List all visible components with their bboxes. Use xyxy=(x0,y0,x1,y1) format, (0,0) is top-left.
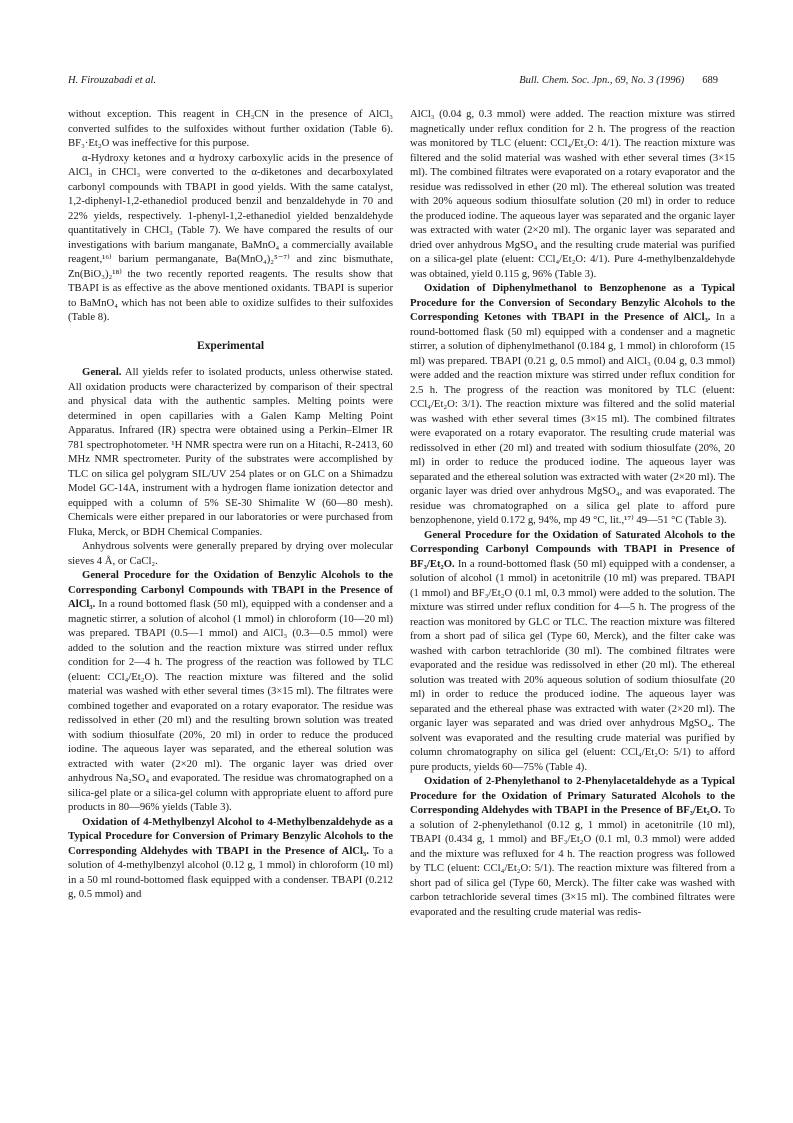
page-number: 689 xyxy=(702,75,718,86)
journal-citation: Bull. Chem. Soc. Jpn., 69, No. 3 (1996) xyxy=(519,75,685,86)
paragraph-procedure-saturated xyxy=(410,528,735,775)
paragraph-procedure-methylbenzyl xyxy=(68,815,393,902)
procedure-methylbenzyl-body: To a solution of 4-methylbenzyl alcohol (0.12 g, 1 mmol) in chloroform (10 ml) in a 50 ml round-bottomed flask equipped with a condenser. TBAPI (0.212 g, 0.5 mmol) and xyxy=(68,844,393,900)
paragraph-hydroxy-ketones: α-Hydroxy ketones and α hydroxy carboxylic acids in the presence of AlCl₃ in CHCl₃ were converted to the α-diketones and decarboxylated carbonyl compounds with TBAPI in good yields. With the same catalyst, 1,2-diphenyl-1,2-ethanediol produced benzil and benzaldehyde in 70 and 22% yields, respectively. 1-phenyl-1,2-ethanediol yielded benzaldehyde quantitatively in CHCl₃ (Table 7). We have compared the results of our investigations with barium manganate, BaMnO₄ a commercially available reagent,¹⁶⁾ barium permanganate, Ba(MnO₄)₂⁵⁻⁷⁾ and zinc bismuthate, Zn(BiO₃)₂¹⁸⁾ the two recently reported reagents. The results show that TBAPI is as effective as the above mentioned oxidants. TBAPI is superior to BaMnO₄ which has not been able to oxidize sulfides to their sulfoxides (Table 8). xyxy=(68,151,393,323)
paragraph-procedure-benzophenone xyxy=(410,281,735,528)
procedure-saturated-body: In a round-bottomed flask (50 ml) equipped with a condenser, a solution of alcohol (1 mmol) in acetonitrile (10 ml) was prepared. TBAPI (1 mmol) and BF₃/Et₂O (0.1 ml, 0.3 mmol) were added to the solution. The mixture was stirred under reflux condition for 4—5 h. The progress of the reaction was monitored by GLC or TLC. The reaction mixture was filtered from a short pad of silica gel (Type 60, Merck), and the filter cake was washed with carbon tetrachloride (30 ml). The combined filtrates were evaporated and the residue was redissolved in ether (20 ml). The ethereal solution was treated with 20% aqueous solution of sodium thiosulfate (20 ml) in order to reduce the produced iodine. The aqueous layer was separated and the ethereal phase was extracted with water (2×20 ml). The organic layer was separated and was dried over anhydrous MgSO₄. The solvent was evaporated and the resulting crude material was purified by column chromatography on silica gel (eluent: CCl₄/Et₂O: 5/1) to afford pure products, yields 60—75% (Table 4). xyxy=(410,557,735,773)
paragraph-general xyxy=(68,365,393,539)
procedure-benzylic-body: In a round bottomed flask (50 ml), equipped with a condenser and a magnetic stirrer, a solution of alcohol (1 mmol) in chloroform (10—20 ml) was prepared. TBAPI (0.5—1 mmol) and AlCl₃ (0.3—0.5 mmol) were added to the solution and the reaction mixture was stirred under reflux condition for 2—4 h. The progress of the reaction was followed by TLC (eluent: CCl₄/Et₂O). The reaction mixture was filtered and the solid material was washed with ether several times (3×15 ml). The filtrates were combined together and evaporated on a rotary evaporator. The residue was redissolved in ether (20 ml) and the resulting brown solution was treated with sodium thiosulfate (20%, 20 ml) in order to reduce the produced iodine. The aqueous layer was separated, and the ethereal solution was extracted with water (2×20 ml). The organic layer was dried over anhydrous Na₂SO₄ and evaporated. The residue was chromatographed on a silica-gel plate or a silica-gel column with appropriate eluent to afford pure products in 80—96% yields (Table 3). xyxy=(68,598,394,813)
running-header-authors: H. Firouzabadi et al. xyxy=(68,75,156,86)
running-header-journal xyxy=(519,75,718,86)
runin-heading-saturated: General Procedure for the Oxidation of Saturated Alcohols to the Corresponding Carbonyl Compounds with TBAPI in Presence of BF₃/Et₂O. xyxy=(410,528,735,570)
runin-heading-general: General. xyxy=(82,366,122,378)
procedure-phenylethanol-body: To a solution of 2-phenylethanol (0.12 g, 1 mmol) in acetonitrile (10 ml), TBAPI (0.434 g, 1 mmol) and BF₃/Et₂O (0.1 ml, 0.3 mmol) were added and the mixture was refluxed for 4 h. The reaction progress was followed by TLC (eluent: CCl₄/Et₂O: 5/1). The reaction mixture was filtered from a short pad of silica gel (Type 60, Merck). The filter cake was washed with carbon tetrachloride several times (3×15 ml). The combined filtrates were evaporated and the resulting crude material was redis- xyxy=(410,804,735,918)
runin-heading-benzophenone: Oxidation of Diphenylmethanol to Benzophenone as a Typical Procedure for the Conversion of Secondary Benzylic Alcohols to the Corresponding Ketones with TBAPI in the Presence of AlCl₃. xyxy=(410,282,735,323)
procedure-benzophenone-body: In a round-bottomed flask (50 ml) equipped with a condenser and a magnetic stirrer, a solution of diphenylmethanol (0.184 g, 1 mmol) in chloroform (15 ml) was prepared. TBAPI (0.21 g, 0.5 mmol) and AlCl₃ (0.04 g, 0.3 mmol) were added and the reaction mixture was stirred under reflux condition for 2.5 h. The progress of the reaction was monitored by TLC (eluent: CCl₄/Et₂O: 3/1). The reaction mixture was filtered and the solid material was washed with ether several times (3×15 ml). The combined filtrates were evaporated on a rotary evaporator. The resulting crude material was redissolved in ether (20 ml) and treated with sodium thiosulfate (20%, 20 ml) in order to reduce the produced iodine. The aqueous layer was separated and the ethereal solution was extracted with water (2×20 ml). The organic layer was dried over anhydrous MgSO₄, and was evaporated. The residue was chromatographed on a silica gel plate to afford pure benzophenone, yield 0.172 g, 94%, mp 49 °C, lit.,¹⁷⁾ 49—51 °C (Table 3). xyxy=(410,311,735,526)
paragraph-anhydrous: Anhydrous solvents were generally prepared by drying over molecular sieves 4 Å, or CaCl₂. xyxy=(68,540,393,567)
left-column xyxy=(68,107,393,902)
paragraph-continued: without exception. This reagent in CH₃CN in the presence of AlCl₃ converted sulfides to the sulfoxides without further oxidation (Table 6). BF₃·Et₂O was ineffective for this purpose. xyxy=(68,108,393,149)
right-column xyxy=(410,107,735,919)
paragraph-continued-right: AlCl₃ (0.04 g, 0.3 mmol) were added. The reaction mixture was stirred magnetically under reflux condition for 2 h. The progress of the reaction was monitored by TLC (eluent: CCl₄/Et₂O: 4/1). The reaction mixture was filtered and the solid material was washed with ether several times (3×15 ml). The combined filtrates were evaporated on a rotary evaporator and the residue was redissolved in ether (20 ml). The ethereal solution was treated with 20% aqueous sodium thiosulfate solution (20 ml) in order to reduce the produced iodine. The aqueous layer was separated and the organic layer was extracted with water (2×20 ml). The organic layer was separated and dried over anhydrous MgSO₄ and the resulting crude material was purified on a silica-gel plate (eluent: CCl₄/Et₂O: 4/1). Pure 4-methylbenzaldehyde was obtained, yield 0.115 g, 96% (Table 3). xyxy=(410,108,735,280)
paragraph-procedure-phenylethanol xyxy=(410,774,735,919)
section-title-experimental: Experimental xyxy=(196,339,265,352)
general-body: All yields refer to isolated products, unless otherwise stated. All oxidation products were characterized by comparison of their spectral and physical data with the authentic samples. Melting points were determined in open capillaries with a Galen Kamp Melting Point Apparatus. Infrared (IR) spectra were obtained using a Perkin–Elmer IR 781 spectrophotometer. ¹H NMR spectra were run on a Hitachi, R-2413, 60 MHz NMR spectrometer. Purity of the substrates were accomplished by TLC on silica gel polygram SIL/UV 254 plates or on GLC on a Shimadzu Model GC-14A, instrument with a hydrogen flame ionization detector and equipped with a column of 5% SE-30 Shimalite W (60—80 mesh). Chemicals were either prepared in our laboratories or were purchased from Fluka, Merck, or BDH Chemical Companies. xyxy=(68,366,393,538)
paragraph-procedure-benzylic xyxy=(68,568,393,815)
runin-heading-methylbenzyl: Oxidation of 4-Methylbenzyl Alcohol to 4-Methylbenzaldehyde as a Typical Procedure for Conversion of Primary Benzylic Alcohols to the Corresponding Aldehydes with TBAPI in the Presence of AlCl₃. xyxy=(68,815,393,857)
runin-heading-phenylethanol: Oxidation of 2-Phenylethanol to 2-Phenylacetaldehyde as a Typical Procedure for the Oxidation of Primary Saturated Alcohols to the Corresponding Aldehydes with TBAPI in the Presence of BF₃/Et₂O. xyxy=(410,775,735,816)
runin-heading-benzylic: General Procedure for the Oxidation of Benzylic Alcohols to the Corresponding Carbonyl Compounds with TBAPI in the Presence of AlCl₃. xyxy=(68,569,393,610)
